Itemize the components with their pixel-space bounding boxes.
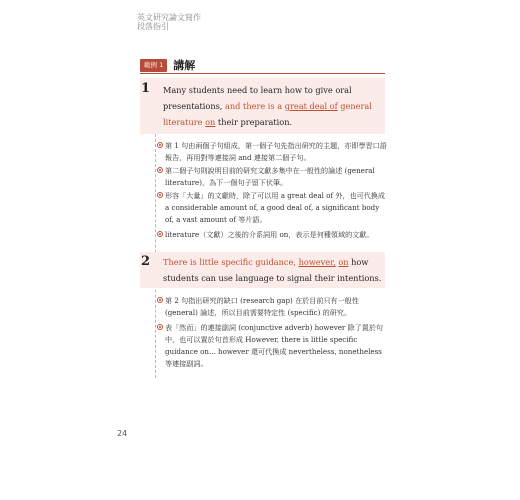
bullet-icon <box>157 231 163 237</box>
running-header-book-title: 英文研究論文寫作 <box>137 13 201 22</box>
highlighted-phrase: general literature <box>163 101 372 127</box>
bullet-icon <box>157 192 163 198</box>
note-text: literature（文獻）之後的介系詞用 on，表示是何種領域的文獻。 <box>165 230 374 239</box>
example-sentence-2 <box>163 254 388 286</box>
running-header-chapter: 段落指引 <box>137 22 169 31</box>
underlined-preposition: on <box>205 117 216 127</box>
sentence-text: how students can use language to signal their intentions. <box>163 257 382 283</box>
sentence-number: 2 <box>141 254 151 269</box>
sentence-number: 1 <box>141 81 151 96</box>
example-badge: 範例 1 <box>140 59 167 72</box>
bullet-icon <box>157 297 163 303</box>
bullet-icon <box>157 167 163 173</box>
explanation-note <box>165 140 387 164</box>
explanation-note <box>165 229 387 241</box>
explanation-note <box>165 165 387 189</box>
note-text: 第 2 句指出研究的缺口 (research gap) 在於目前只有一般性 (general) 論述，所以目前需要特定性 (specific) 的研究。 <box>165 296 359 317</box>
note-text: 第 1 句由兩個子句組成，第一個子句先指出研究的主題，亦即學習口語報告，再用對等連接詞 and 連接第二個子句。 <box>165 141 387 162</box>
note-text: 第二個子句則說明目前的研究文獻多集中在一般性的論述 (general literature)，為下一個句子留下伏筆。 <box>165 166 375 187</box>
explanation-note <box>165 295 387 319</box>
explanation-note <box>165 322 387 370</box>
heading-rule <box>140 73 385 74</box>
sentence-text: their preparation. <box>217 117 293 127</box>
note-text: 形容「大量」的文獻時，除了可以用 a great deal of 外，也可代換成 a considerable amount of, a good deal of, a significant body of, a vast amount of 等片語。 <box>165 191 386 224</box>
note-text: 表「然而」的連接副詞 (conjunctive adverb) however 除了置於句中，也可以置於句首形成 However, there is little specific guidance on... however 還可代換成 nevertheless, nonetheless 等連接副詞。 <box>165 323 384 368</box>
underlined-preposition: on <box>338 257 349 267</box>
highlighted-phrase: and there is a <box>225 101 283 111</box>
highlighted-phrase: There is little specific guidance, <box>163 257 296 267</box>
underlined-phrase: great deal of <box>284 101 338 111</box>
bullet-icon <box>157 324 163 330</box>
page-number: 24 <box>117 429 128 438</box>
underlined-phrase: however, <box>298 257 336 267</box>
section-heading <box>140 57 195 73</box>
example-sentence-1 <box>163 82 388 130</box>
sentence-text: Many students need to learn how to give oral presentations, <box>163 85 352 111</box>
bullet-icon <box>157 142 163 148</box>
explanation-note <box>165 190 387 226</box>
section-title: 講解 <box>173 59 196 72</box>
